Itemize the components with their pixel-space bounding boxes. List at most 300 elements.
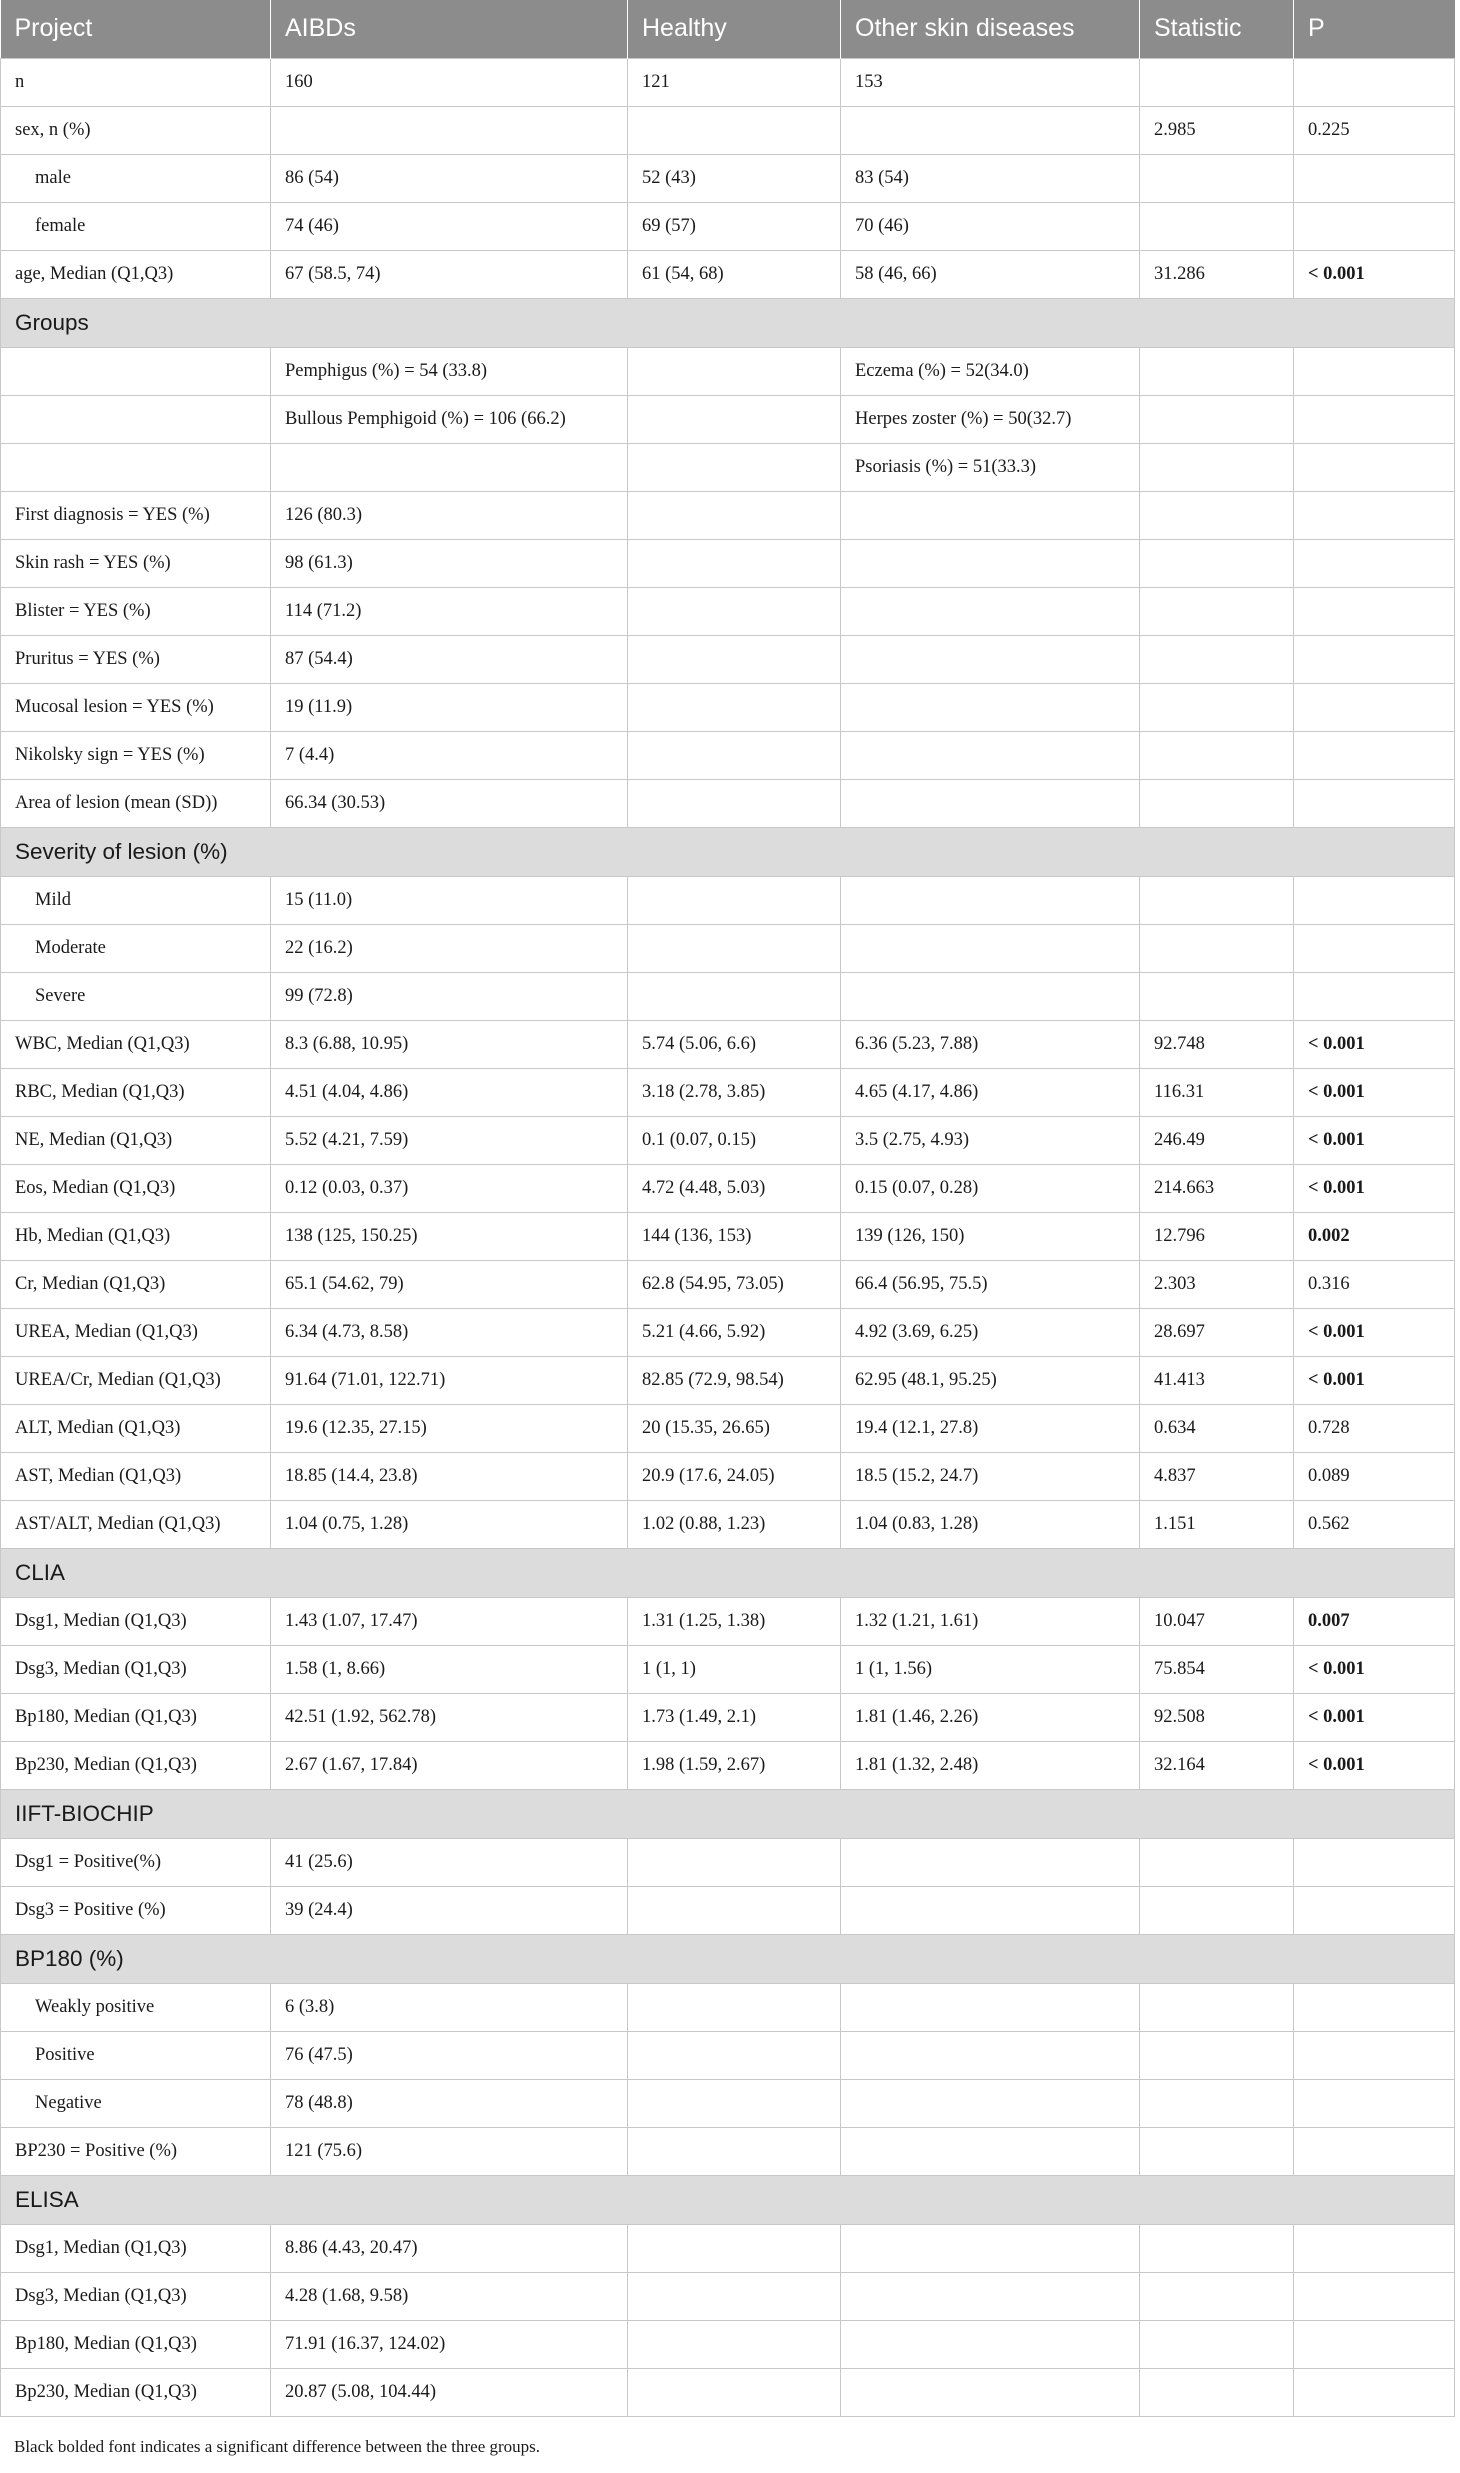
table-row (1, 1452, 1455, 1500)
statistic-cell (1140, 154, 1294, 202)
section-title: BP180 (%) (1, 1934, 1455, 1983)
table-row (1, 250, 1455, 298)
aibds-cell: 74 (46) (271, 202, 628, 250)
other-skin-diseases-cell (841, 2224, 1140, 2272)
project-cell: Eos, Median (Q1,Q3) (1, 1164, 271, 1212)
healthy-cell (628, 1983, 841, 2031)
healthy-cell (628, 779, 841, 827)
section-header-row (1, 298, 1455, 347)
p-cell (1294, 2127, 1455, 2175)
p-cell (1294, 539, 1455, 587)
statistic-cell: 92.508 (1140, 1693, 1294, 1741)
statistic-cell (1140, 2272, 1294, 2320)
healthy-cell (628, 876, 841, 924)
other-skin-diseases-cell (841, 1886, 1140, 1934)
p-cell (1294, 2368, 1455, 2416)
aibds-cell: 1.43 (1.07, 17.47) (271, 1597, 628, 1645)
p-cell (1294, 635, 1455, 683)
statistic-cell (1140, 2079, 1294, 2127)
project-cell: Skin rash = YES (%) (1, 539, 271, 587)
table-row (1, 1693, 1455, 1741)
healthy-cell: 0.1 (0.07, 0.15) (628, 1116, 841, 1164)
project-cell: female (1, 202, 271, 250)
healthy-cell (628, 539, 841, 587)
other-skin-diseases-cell: 62.95 (48.1, 95.25) (841, 1356, 1140, 1404)
statistic-cell: 246.49 (1140, 1116, 1294, 1164)
project-cell: AST, Median (Q1,Q3) (1, 1452, 271, 1500)
statistic-cell (1140, 2031, 1294, 2079)
project-cell (1, 395, 271, 443)
aibds-cell: 1.04 (0.75, 1.28) (271, 1500, 628, 1548)
aibds-cell: 39 (24.4) (271, 1886, 628, 1934)
aibds-cell: 76 (47.5) (271, 2031, 628, 2079)
project-cell: First diagnosis = YES (%) (1, 491, 271, 539)
table-row (1, 106, 1455, 154)
other-skin-diseases-cell (841, 924, 1140, 972)
p-cell (1294, 1838, 1455, 1886)
healthy-cell (628, 1886, 841, 1934)
project-cell: Severe (1, 972, 271, 1020)
aibds-cell: 160 (271, 58, 628, 106)
statistic-cell (1140, 2224, 1294, 2272)
project-cell: Dsg3 = Positive (%) (1, 1886, 271, 1934)
other-skin-diseases-cell: Eczema (%) = 52(34.0) (841, 347, 1140, 395)
project-cell: n (1, 58, 271, 106)
other-skin-diseases-cell: 83 (54) (841, 154, 1140, 202)
p-cell (1294, 924, 1455, 972)
table-row (1, 2272, 1455, 2320)
other-skin-diseases-cell (841, 587, 1140, 635)
table-row (1, 1356, 1455, 1404)
table-row (1, 154, 1455, 202)
section-title: Groups (1, 298, 1455, 347)
aibds-cell: 78 (48.8) (271, 2079, 628, 2127)
project-cell: Bp180, Median (Q1,Q3) (1, 2320, 271, 2368)
table-row (1, 1886, 1455, 1934)
aibds-cell: 19 (11.9) (271, 683, 628, 731)
table-row (1, 2224, 1455, 2272)
p-cell: < 0.001 (1294, 250, 1455, 298)
aibds-cell: 66.34 (30.53) (271, 779, 628, 827)
healthy-cell: 52 (43) (628, 154, 841, 202)
p-cell: 0.562 (1294, 1500, 1455, 1548)
aibds-cell: 18.85 (14.4, 23.8) (271, 1452, 628, 1500)
aibds-cell: 2.67 (1.67, 17.84) (271, 1741, 628, 1789)
project-cell: Negative (1, 2079, 271, 2127)
aibds-cell: 22 (16.2) (271, 924, 628, 972)
statistic-cell: 28.697 (1140, 1308, 1294, 1356)
statistic-cell (1140, 972, 1294, 1020)
project-cell: Bp180, Median (Q1,Q3) (1, 1693, 271, 1741)
aibds-cell: 41 (25.6) (271, 1838, 628, 1886)
other-skin-diseases-cell (841, 2272, 1140, 2320)
healthy-cell (628, 347, 841, 395)
p-cell (1294, 443, 1455, 491)
statistic-cell: 214.663 (1140, 1164, 1294, 1212)
healthy-cell: 82.85 (72.9, 98.54) (628, 1356, 841, 1404)
healthy-cell (628, 972, 841, 1020)
statistic-cell (1140, 635, 1294, 683)
p-cell: < 0.001 (1294, 1068, 1455, 1116)
p-cell: 0.089 (1294, 1452, 1455, 1500)
project-cell: UREA, Median (Q1,Q3) (1, 1308, 271, 1356)
table-header-row (1, 0, 1455, 58)
section-header-row (1, 827, 1455, 876)
p-cell: 0.728 (1294, 1404, 1455, 1452)
aibds-cell (271, 106, 628, 154)
table-row (1, 1260, 1455, 1308)
table-row (1, 1983, 1455, 2031)
p-cell (1294, 395, 1455, 443)
aibds-cell: 4.28 (1.68, 9.58) (271, 2272, 628, 2320)
aibds-cell: 91.64 (71.01, 122.71) (271, 1356, 628, 1404)
aibds-cell: 5.52 (4.21, 7.59) (271, 1116, 628, 1164)
p-cell: < 0.001 (1294, 1116, 1455, 1164)
aibds-cell: 6.34 (4.73, 8.58) (271, 1308, 628, 1356)
statistic-cell: 1.151 (1140, 1500, 1294, 1548)
statistic-cell: 92.748 (1140, 1020, 1294, 1068)
aibds-cell: 0.12 (0.03, 0.37) (271, 1164, 628, 1212)
healthy-cell: 61 (54, 68) (628, 250, 841, 298)
aibds-cell: 87 (54.4) (271, 635, 628, 683)
project-cell: Dsg3, Median (Q1,Q3) (1, 2272, 271, 2320)
statistic-cell (1140, 779, 1294, 827)
aibds-cell: 1.58 (1, 8.66) (271, 1645, 628, 1693)
other-skin-diseases-cell: 3.5 (2.75, 4.93) (841, 1116, 1140, 1164)
header-statistic: Statistic (1140, 0, 1294, 58)
table-row (1, 1597, 1455, 1645)
table-row (1, 731, 1455, 779)
p-cell: 0.002 (1294, 1212, 1455, 1260)
other-skin-diseases-cell (841, 972, 1140, 1020)
project-cell: Nikolsky sign = YES (%) (1, 731, 271, 779)
statistic-cell (1140, 924, 1294, 972)
table-row (1, 1020, 1455, 1068)
p-cell (1294, 202, 1455, 250)
healthy-cell: 144 (136, 153) (628, 1212, 841, 1260)
project-cell: Dsg1, Median (Q1,Q3) (1, 1597, 271, 1645)
p-cell (1294, 2320, 1455, 2368)
p-cell: < 0.001 (1294, 1308, 1455, 1356)
table-row (1, 876, 1455, 924)
header-aibds: AIBDs (271, 0, 628, 58)
statistic-cell (1140, 876, 1294, 924)
aibds-cell: 4.51 (4.04, 4.86) (271, 1068, 628, 1116)
aibds-cell: 8.3 (6.88, 10.95) (271, 1020, 628, 1068)
statistic-cell: 2.303 (1140, 1260, 1294, 1308)
project-cell: Pruritus = YES (%) (1, 635, 271, 683)
healthy-cell (628, 2368, 841, 2416)
table-row (1, 683, 1455, 731)
project-cell: Dsg1 = Positive(%) (1, 1838, 271, 1886)
other-skin-diseases-cell (841, 1983, 1140, 2031)
project-cell: age, Median (Q1,Q3) (1, 250, 271, 298)
other-skin-diseases-cell (841, 491, 1140, 539)
header-project: Project (1, 0, 271, 58)
aibds-cell: 138 (125, 150.25) (271, 1212, 628, 1260)
healthy-cell (628, 2031, 841, 2079)
project-cell: sex, n (%) (1, 106, 271, 154)
statistic-cell (1140, 395, 1294, 443)
p-cell: < 0.001 (1294, 1741, 1455, 1789)
p-cell (1294, 347, 1455, 395)
aibds-cell: 20.87 (5.08, 104.44) (271, 2368, 628, 2416)
p-cell (1294, 154, 1455, 202)
section-title: CLIA (1, 1548, 1455, 1597)
healthy-cell: 1.98 (1.59, 2.67) (628, 1741, 841, 1789)
healthy-cell (628, 491, 841, 539)
statistic-cell: 4.837 (1140, 1452, 1294, 1500)
p-cell (1294, 2079, 1455, 2127)
project-cell (1, 347, 271, 395)
healthy-cell: 69 (57) (628, 202, 841, 250)
other-skin-diseases-cell: 1.32 (1.21, 1.61) (841, 1597, 1140, 1645)
table-row (1, 1164, 1455, 1212)
healthy-cell: 20.9 (17.6, 24.05) (628, 1452, 841, 1500)
statistic-cell (1140, 347, 1294, 395)
other-skin-diseases-cell (841, 106, 1140, 154)
statistic-cell (1140, 539, 1294, 587)
table-body (1, 58, 1455, 2416)
table-row (1, 2079, 1455, 2127)
table-row (1, 2320, 1455, 2368)
other-skin-diseases-cell: 6.36 (5.23, 7.88) (841, 1020, 1140, 1068)
project-cell (1, 443, 271, 491)
table-row (1, 972, 1455, 1020)
statistic-cell (1140, 443, 1294, 491)
table-row (1, 1500, 1455, 1548)
other-skin-diseases-cell: 1.04 (0.83, 1.28) (841, 1500, 1140, 1548)
p-cell (1294, 683, 1455, 731)
other-skin-diseases-cell (841, 635, 1140, 683)
other-skin-diseases-cell: Psoriasis (%) = 51(33.3) (841, 443, 1140, 491)
table-row (1, 2368, 1455, 2416)
project-cell: Dsg1, Median (Q1,Q3) (1, 2224, 271, 2272)
statistic-cell: 10.047 (1140, 1597, 1294, 1645)
p-cell (1294, 876, 1455, 924)
other-skin-diseases-cell: 66.4 (56.95, 75.5) (841, 1260, 1140, 1308)
section-title: IIFT-BIOCHIP (1, 1789, 1455, 1838)
healthy-cell (628, 2320, 841, 2368)
healthy-cell (628, 2224, 841, 2272)
p-cell: 0.316 (1294, 1260, 1455, 1308)
other-skin-diseases-cell (841, 876, 1140, 924)
project-cell: Bp230, Median (Q1,Q3) (1, 2368, 271, 2416)
statistic-cell (1140, 731, 1294, 779)
project-cell: BP230 = Positive (%) (1, 2127, 271, 2175)
other-skin-diseases-cell: 19.4 (12.1, 27.8) (841, 1404, 1140, 1452)
aibds-cell: 65.1 (54.62, 79) (271, 1260, 628, 1308)
healthy-cell (628, 2127, 841, 2175)
aibds-cell: 19.6 (12.35, 27.15) (271, 1404, 628, 1452)
p-cell: 0.225 (1294, 106, 1455, 154)
p-cell (1294, 2031, 1455, 2079)
healthy-cell (628, 924, 841, 972)
table-row (1, 1212, 1455, 1260)
aibds-cell: 42.51 (1.92, 562.78) (271, 1693, 628, 1741)
other-skin-diseases-cell (841, 2320, 1140, 2368)
healthy-cell: 5.21 (4.66, 5.92) (628, 1308, 841, 1356)
healthy-cell (628, 731, 841, 779)
other-skin-diseases-cell: 0.15 (0.07, 0.28) (841, 1164, 1140, 1212)
aibds-cell: 67 (58.5, 74) (271, 250, 628, 298)
healthy-cell (628, 106, 841, 154)
header-other-skin-diseases: Other skin diseases (841, 0, 1140, 58)
project-cell: NE, Median (Q1,Q3) (1, 1116, 271, 1164)
other-skin-diseases-cell (841, 2079, 1140, 2127)
table-row (1, 395, 1455, 443)
project-cell: ALT, Median (Q1,Q3) (1, 1404, 271, 1452)
healthy-cell: 5.74 (5.06, 6.6) (628, 1020, 841, 1068)
aibds-cell: 121 (75.6) (271, 2127, 628, 2175)
statistic-cell: 12.796 (1140, 1212, 1294, 1260)
project-cell: Moderate (1, 924, 271, 972)
project-cell: Bp230, Median (Q1,Q3) (1, 1741, 271, 1789)
project-cell: male (1, 154, 271, 202)
aibds-cell: 98 (61.3) (271, 539, 628, 587)
aibds-cell: 7 (4.4) (271, 731, 628, 779)
project-cell: Area of lesion (mean (SD)) (1, 779, 271, 827)
statistic-cell (1140, 587, 1294, 635)
other-skin-diseases-cell: 1.81 (1.32, 2.48) (841, 1741, 1140, 1789)
p-cell (1294, 779, 1455, 827)
table-row (1, 587, 1455, 635)
project-cell: RBC, Median (Q1,Q3) (1, 1068, 271, 1116)
other-skin-diseases-cell (841, 2031, 1140, 2079)
p-cell (1294, 491, 1455, 539)
p-cell: < 0.001 (1294, 1020, 1455, 1068)
healthy-cell: 20 (15.35, 26.65) (628, 1404, 841, 1452)
healthy-cell: 1.73 (1.49, 2.1) (628, 1693, 841, 1741)
section-header-row (1, 1548, 1455, 1597)
aibds-cell (271, 443, 628, 491)
healthy-cell (628, 683, 841, 731)
aibds-cell: 86 (54) (271, 154, 628, 202)
healthy-cell: 121 (628, 58, 841, 106)
healthy-cell (628, 587, 841, 635)
header-p: P (1294, 0, 1455, 58)
section-title: ELISA (1, 2175, 1455, 2224)
statistic-cell (1140, 1886, 1294, 1934)
table-row (1, 1404, 1455, 1452)
table-row (1, 1308, 1455, 1356)
p-cell (1294, 731, 1455, 779)
table-row (1, 347, 1455, 395)
aibds-cell: 15 (11.0) (271, 876, 628, 924)
statistic-cell: 31.286 (1140, 250, 1294, 298)
other-skin-diseases-cell: 139 (126, 150) (841, 1212, 1140, 1260)
p-cell (1294, 1983, 1455, 2031)
table-row (1, 443, 1455, 491)
table-row (1, 58, 1455, 106)
project-cell: Dsg3, Median (Q1,Q3) (1, 1645, 271, 1693)
aibds-cell: Bullous Pemphigoid (%) = 106 (66.2) (271, 395, 628, 443)
other-skin-diseases-cell: 153 (841, 58, 1140, 106)
other-skin-diseases-cell: 18.5 (15.2, 24.7) (841, 1452, 1140, 1500)
healthy-cell: 1.31 (1.25, 1.38) (628, 1597, 841, 1645)
statistic-cell: 75.854 (1140, 1645, 1294, 1693)
statistic-cell (1140, 2127, 1294, 2175)
project-cell: AST/ALT, Median (Q1,Q3) (1, 1500, 271, 1548)
statistic-cell: 0.634 (1140, 1404, 1294, 1452)
other-skin-diseases-cell (841, 731, 1140, 779)
p-cell (1294, 58, 1455, 106)
project-cell: Weakly positive (1, 1983, 271, 2031)
other-skin-diseases-cell (841, 1838, 1140, 1886)
project-cell: WBC, Median (Q1,Q3) (1, 1020, 271, 1068)
statistic-cell: 116.31 (1140, 1068, 1294, 1116)
table-row (1, 539, 1455, 587)
healthy-cell (628, 1838, 841, 1886)
section-header-row (1, 1789, 1455, 1838)
statistic-cell: 32.164 (1140, 1741, 1294, 1789)
table-row (1, 635, 1455, 683)
statistic-cell: 41.413 (1140, 1356, 1294, 1404)
statistic-cell (1140, 202, 1294, 250)
aibds-cell: 71.91 (16.37, 124.02) (271, 2320, 628, 2368)
other-skin-diseases-cell (841, 539, 1140, 587)
project-cell: Cr, Median (Q1,Q3) (1, 1260, 271, 1308)
section-header-row (1, 2175, 1455, 2224)
table-row (1, 2127, 1455, 2175)
aibds-cell: 114 (71.2) (271, 587, 628, 635)
healthy-cell (628, 2079, 841, 2127)
healthy-cell: 1 (1, 1) (628, 1645, 841, 1693)
statistic-cell (1140, 1838, 1294, 1886)
p-cell (1294, 1886, 1455, 1934)
other-skin-diseases-cell: 1 (1, 1.56) (841, 1645, 1140, 1693)
aibds-cell: 8.86 (4.43, 20.47) (271, 2224, 628, 2272)
p-cell (1294, 972, 1455, 1020)
section-title: Severity of lesion (%) (1, 827, 1455, 876)
statistic-cell (1140, 2368, 1294, 2416)
table-row (1, 1116, 1455, 1164)
healthy-cell: 1.02 (0.88, 1.23) (628, 1500, 841, 1548)
aibds-cell: 126 (80.3) (271, 491, 628, 539)
table-row (1, 1068, 1455, 1116)
other-skin-diseases-cell: Herpes zoster (%) = 50(32.7) (841, 395, 1140, 443)
table-row (1, 491, 1455, 539)
p-cell: < 0.001 (1294, 1356, 1455, 1404)
table-row (1, 1645, 1455, 1693)
other-skin-diseases-cell (841, 779, 1140, 827)
healthy-cell: 3.18 (2.78, 3.85) (628, 1068, 841, 1116)
p-cell (1294, 2224, 1455, 2272)
project-cell: Mucosal lesion = YES (%) (1, 683, 271, 731)
project-cell: Mild (1, 876, 271, 924)
p-cell: 0.007 (1294, 1597, 1455, 1645)
healthy-cell (628, 443, 841, 491)
healthy-cell: 4.72 (4.48, 5.03) (628, 1164, 841, 1212)
other-skin-diseases-cell: 70 (46) (841, 202, 1140, 250)
statistic-cell (1140, 491, 1294, 539)
table-row (1, 779, 1455, 827)
header-healthy: Healthy (628, 0, 841, 58)
project-cell: UREA/Cr, Median (Q1,Q3) (1, 1356, 271, 1404)
table-row (1, 202, 1455, 250)
table-row (1, 1741, 1455, 1789)
section-header-row (1, 1934, 1455, 1983)
other-skin-diseases-cell: 1.81 (1.46, 2.26) (841, 1693, 1140, 1741)
footnote: Black bolded font indicates a significant difference between the three groups. (14, 2437, 541, 2456)
other-skin-diseases-cell (841, 2127, 1140, 2175)
table-row (1, 1838, 1455, 1886)
statistic-cell (1140, 2320, 1294, 2368)
aibds-cell: 6 (3.8) (271, 1983, 628, 2031)
p-cell: < 0.001 (1294, 1693, 1455, 1741)
other-skin-diseases-cell: 58 (46, 66) (841, 250, 1140, 298)
other-skin-diseases-cell (841, 2368, 1140, 2416)
